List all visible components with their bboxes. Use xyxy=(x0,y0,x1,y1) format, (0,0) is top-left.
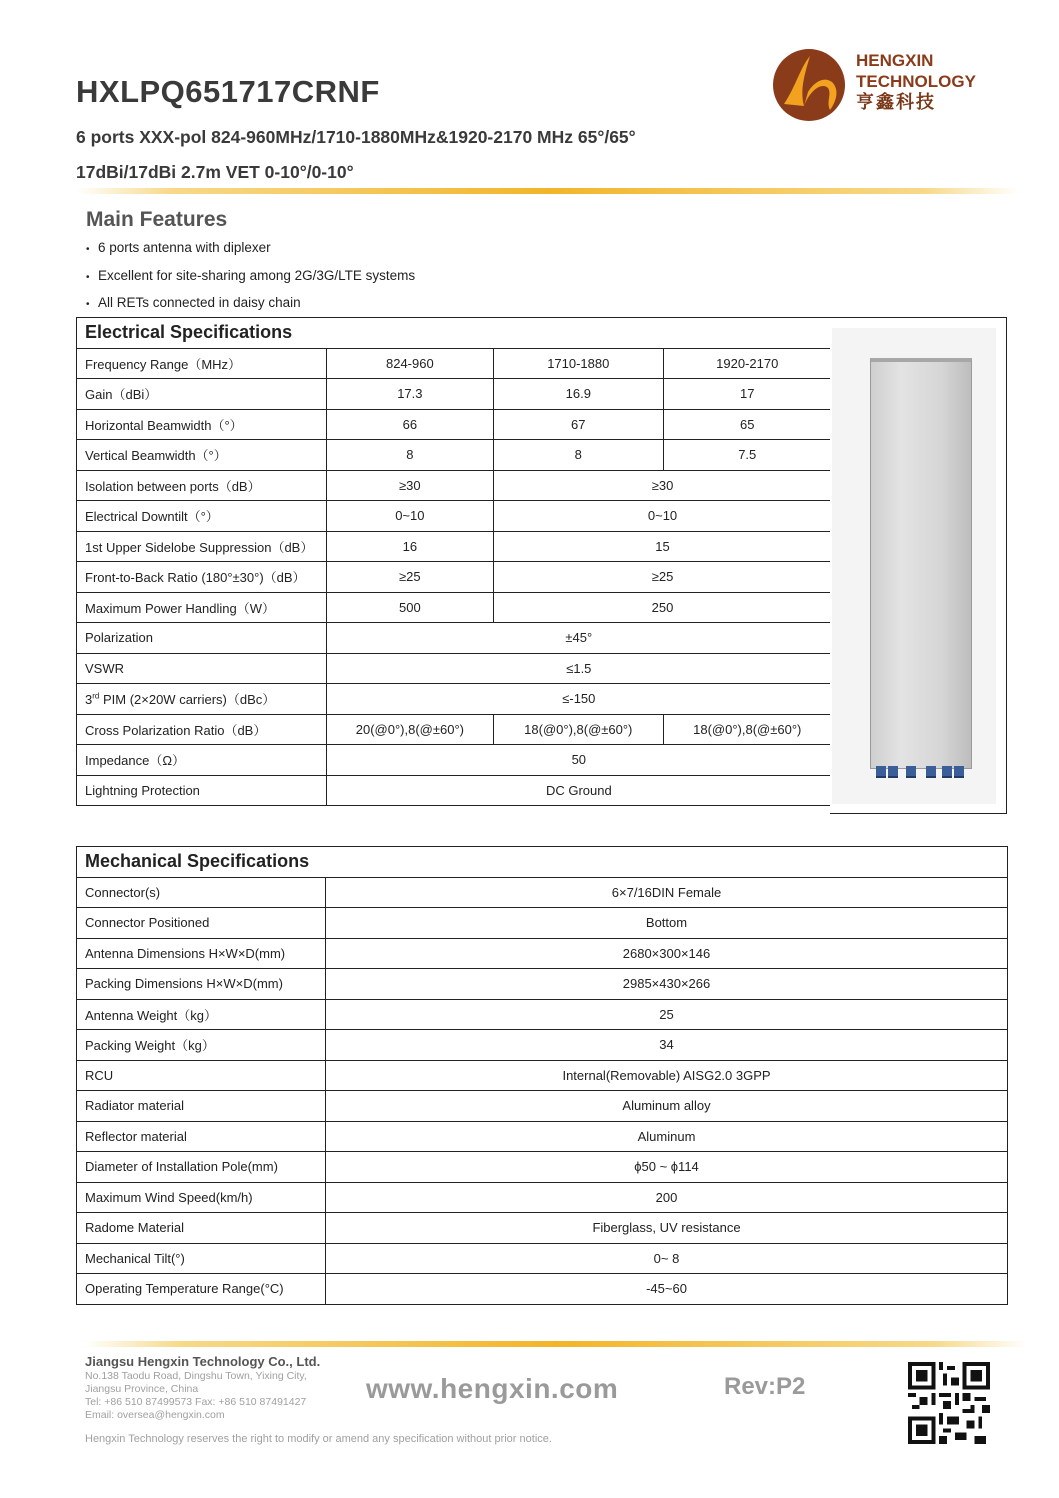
spec-value: 0~ 8 xyxy=(326,1243,1008,1274)
connector-icon xyxy=(954,766,964,778)
features-list xyxy=(86,238,415,321)
company-logo xyxy=(770,46,1000,126)
spec-value: 2680×300×146 xyxy=(326,938,1008,969)
spec-value: 17.3 xyxy=(326,379,493,410)
table-row xyxy=(77,440,832,471)
qr-code-icon xyxy=(908,1362,990,1444)
footer-phone: Tel: +86 510 87499573 Fax: +86 510 87491427 xyxy=(85,1396,307,1408)
features-heading: Main Features xyxy=(86,208,228,231)
table-row xyxy=(77,969,1008,1000)
table-row xyxy=(77,1274,1008,1305)
antenna-connectors xyxy=(876,766,968,778)
spec-value: ±45° xyxy=(326,623,831,654)
spec-value: 500 xyxy=(326,592,493,623)
footer-company-name: Jiangsu Hengxin Technology Co., Ltd. xyxy=(85,1354,321,1369)
spec-label: Lightning Protection xyxy=(77,775,327,806)
spec-value: 8 xyxy=(326,440,493,471)
spec-value: Aluminum xyxy=(326,1121,1008,1152)
connector-icon xyxy=(926,766,936,778)
table-row xyxy=(77,653,832,684)
table-row xyxy=(77,562,832,593)
bullet-icon: • xyxy=(86,244,90,255)
footer-contact xyxy=(85,1370,307,1422)
table-row xyxy=(77,745,832,776)
table-row xyxy=(77,999,1008,1030)
connector-icon xyxy=(888,766,898,778)
spec-label: VSWR xyxy=(77,653,327,684)
spec-label: Isolation between ports（dB） xyxy=(77,470,327,501)
table-row xyxy=(77,1060,1008,1091)
spec-label: Operating Temperature Range(°C) xyxy=(77,1274,326,1305)
antenna-image-panel xyxy=(830,317,1007,814)
spec-value: 7.5 xyxy=(663,440,832,471)
table-row xyxy=(77,1243,1008,1274)
table-row xyxy=(77,409,832,440)
spec-value: 20(@0°),8(@±60°) xyxy=(326,714,493,745)
connector-icon xyxy=(906,766,916,778)
product-subtitle-line2: 17dBi/17dBi 2.7m VET 0-10°/0-10° xyxy=(76,162,354,182)
table-row xyxy=(77,623,832,654)
electrical-specs-heading: Electrical Specifications xyxy=(77,318,832,349)
spec-label: Packing Dimensions H×W×D(mm) xyxy=(77,969,326,1000)
table-row xyxy=(77,1030,1008,1061)
spec-label: Frequency Range（MHz） xyxy=(77,348,327,379)
spec-label: Mechanical Tilt(°) xyxy=(77,1243,326,1274)
antenna-radome xyxy=(870,358,972,769)
spec-label: Antenna Dimensions H×W×D(mm) xyxy=(77,938,326,969)
table-row xyxy=(77,348,832,379)
logo-line1: HENGXIN xyxy=(856,51,934,70)
spec-value: 15 xyxy=(494,531,832,562)
spec-label: RCU xyxy=(77,1060,326,1091)
logo-wordmark xyxy=(856,50,976,113)
product-subtitle-line1: 6 ports XXX-pol 824-960MHz/1710-1880MHz&1920-2170 MHz 65°/65° xyxy=(76,127,636,147)
spec-value: DC Ground xyxy=(326,775,831,806)
spec-label: Electrical Downtilt（°） xyxy=(77,501,327,532)
pim-label-suffix: rd xyxy=(92,691,100,701)
footer-website-link[interactable]: www.hengxin.com xyxy=(366,1373,619,1404)
footer-revision: Rev:P2 xyxy=(724,1373,806,1400)
spec-value: 17 xyxy=(663,379,832,410)
table-row xyxy=(77,379,832,410)
spec-label: Maximum Wind Speed(km/h) xyxy=(77,1182,326,1213)
feature-item xyxy=(86,266,415,294)
spec-value: ≤1.5 xyxy=(326,653,831,684)
pim-label-number: 3 xyxy=(85,692,93,708)
table-row xyxy=(77,908,1008,939)
spec-value: 34 xyxy=(326,1030,1008,1061)
feature-text: Excellent for site-sharing among 2G/3G/LTE systems xyxy=(98,267,416,283)
spec-label: Cross Polarization Ratio（dB） xyxy=(77,714,327,745)
feature-item xyxy=(86,238,415,266)
table-header-row xyxy=(77,318,832,349)
mechanical-specs-table xyxy=(76,846,1008,1305)
logo-mark-icon xyxy=(770,46,848,124)
spec-value: Bottom xyxy=(326,908,1008,939)
spec-label: Impedance（Ω） xyxy=(77,745,327,776)
bullet-icon: • xyxy=(86,299,90,310)
spec-value: 16.9 xyxy=(494,379,663,410)
spec-label: Radome Material xyxy=(77,1213,326,1244)
spec-value: ≥30 xyxy=(494,470,832,501)
spec-value: 0~10 xyxy=(494,501,832,532)
table-row xyxy=(77,938,1008,969)
spec-label xyxy=(77,684,327,715)
spec-label: 1st Upper Sidelobe Suppression（dB） xyxy=(77,531,327,562)
table-row xyxy=(77,1213,1008,1244)
spec-value: 824-960 xyxy=(326,348,493,379)
spec-value: 1920-2170 xyxy=(663,348,832,379)
spec-value: ≥30 xyxy=(326,470,493,501)
spec-value: 25 xyxy=(326,999,1008,1030)
antenna-image xyxy=(832,328,996,804)
spec-label: Vertical Beamwidth（°） xyxy=(77,440,327,471)
spec-value: Fiberglass, UV resistance xyxy=(326,1213,1008,1244)
electrical-specs-table xyxy=(76,317,832,806)
spec-value: 200 xyxy=(326,1182,1008,1213)
spec-value: ≥25 xyxy=(494,562,832,593)
spec-value: 66 xyxy=(326,409,493,440)
bullet-icon: • xyxy=(86,271,90,283)
table-row xyxy=(77,775,832,806)
footer-address-line2: Jiangsu Province, China xyxy=(85,1383,199,1395)
spec-label: Connector Positioned xyxy=(77,908,326,939)
spec-value: Internal(Removable) AISG2.0 3GPP xyxy=(326,1060,1008,1091)
footer-address-line1: No.138 Taodu Road, Dingshu Town, Yixing City, xyxy=(85,1370,307,1382)
table-row xyxy=(77,1152,1008,1183)
spec-value: Aluminum alloy xyxy=(326,1091,1008,1122)
table-row xyxy=(77,470,832,501)
spec-value: -45~60 xyxy=(326,1274,1008,1305)
spec-label: Connector(s) xyxy=(77,877,326,908)
spec-value: 65 xyxy=(663,409,832,440)
table-row xyxy=(77,531,832,562)
table-row xyxy=(77,684,832,715)
feature-text: 6 ports antenna with diplexer xyxy=(98,240,271,255)
connector-icon xyxy=(876,766,886,778)
spec-value: 67 xyxy=(494,409,663,440)
spec-value: 6×7/16DIN Female xyxy=(326,877,1008,908)
spec-label: Antenna Weight（kg） xyxy=(77,999,326,1030)
footer-email[interactable]: Email: oversea@hengxin.com xyxy=(85,1409,225,1421)
spec-label: Maximum Power Handling（W） xyxy=(77,592,327,623)
spec-label: Horizontal Beamwidth（°） xyxy=(77,409,327,440)
spec-value: 0~10 xyxy=(326,501,493,532)
logo-line3: 亨鑫科技 xyxy=(856,92,936,112)
spec-label: Reflector material xyxy=(77,1121,326,1152)
spec-value: ≥25 xyxy=(326,562,493,593)
spec-label: Packing Weight（kg） xyxy=(77,1030,326,1061)
spec-value: 16 xyxy=(326,531,493,562)
spec-value: 18(@0°),8(@±60°) xyxy=(663,714,832,745)
spec-label: Radiator material xyxy=(77,1091,326,1122)
spec-value: 18(@0°),8(@±60°) xyxy=(494,714,663,745)
table-row xyxy=(77,592,832,623)
connector-icon xyxy=(942,766,952,778)
spec-value: 250 xyxy=(494,592,832,623)
spec-label: Gain（dBi） xyxy=(77,379,327,410)
header-divider xyxy=(76,188,1019,194)
spec-value: 50 xyxy=(326,745,831,776)
spec-label: Polarization xyxy=(77,623,327,654)
spec-value: ϕ50 ~ ϕ114 xyxy=(326,1152,1008,1183)
spec-value: ≤-150 xyxy=(326,684,831,715)
table-row xyxy=(77,1091,1008,1122)
spec-value: 1710-1880 xyxy=(494,348,663,379)
table-row xyxy=(77,501,832,532)
spec-label: Diameter of Installation Pole(mm) xyxy=(77,1152,326,1183)
logo-line2: TECHNOLOGY xyxy=(856,72,976,91)
table-row xyxy=(77,714,832,745)
footer-divider xyxy=(85,1341,1028,1347)
spec-label: Front-to-Back Ratio (180°±30°)（dB） xyxy=(77,562,327,593)
footer-disclaimer: Hengxin Technology reserves the right to modify or amend any specification without prior notice. xyxy=(85,1433,552,1445)
table-header-row xyxy=(77,847,1008,878)
pim-label-text: PIM (2×20W carriers)（dBc） xyxy=(99,692,276,708)
product-model: HXLPQ651717CRNF xyxy=(76,74,380,109)
spec-value: 8 xyxy=(494,440,663,471)
feature-text: All RETs connected in daisy chain xyxy=(98,295,301,310)
mechanical-specs-heading: Mechanical Specifications xyxy=(77,847,1008,878)
spec-value: 2985×430×266 xyxy=(326,969,1008,1000)
table-row xyxy=(77,877,1008,908)
table-row xyxy=(77,1121,1008,1152)
table-row xyxy=(77,1182,1008,1213)
